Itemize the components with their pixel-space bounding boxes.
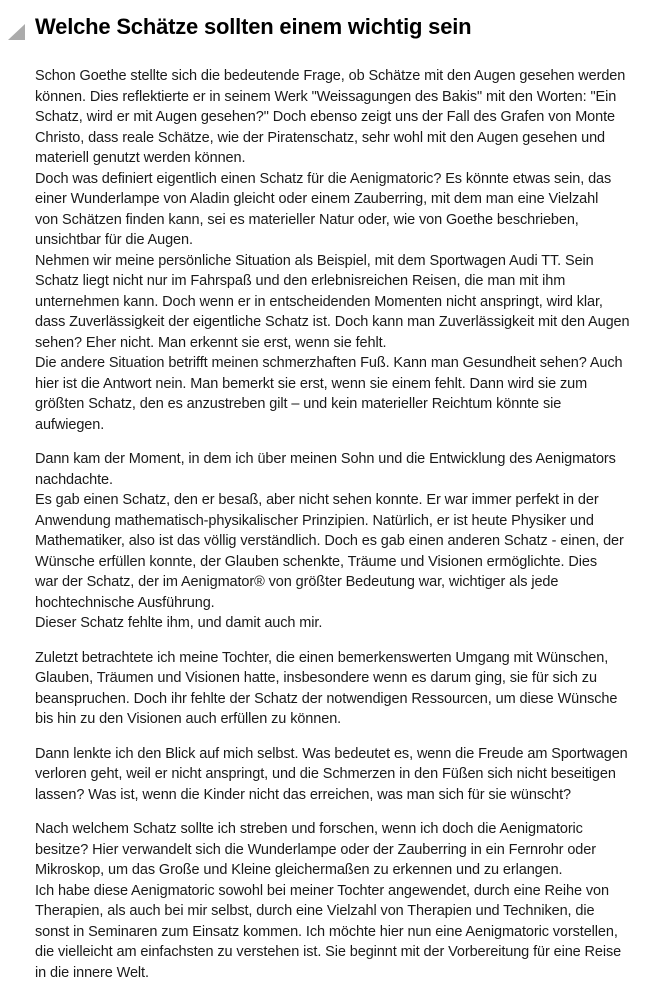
- text-line: die vielleicht am einfachsten zu verstehen ist. Sie beginnt mit der Vorbereitung für eine Reise: [35, 944, 622, 960]
- text-line: einer Wunderlampe von Aladin gleicht oder einem Zauberring, mit dem man eine Vielzahl: [35, 191, 599, 207]
- text-line: Schatz, wird er mit Augen gesehen?" Doch ebenso zeigt uns der Fall des Grafen von Monte: [35, 109, 616, 125]
- text-line: Glauben, Träumen und Visionen hatte, insbesondere wenn es darum ging, sie für sich zu: [35, 670, 597, 686]
- text-line: Mathematiker, also ist das völlig verständlich. Doch es gab einen anderen Schatz - einen, der: [35, 533, 624, 549]
- text-line: Die andere Situation betrifft meinen schmerzhaften Fuß. Kann man Gesundheit sehen? Auch: [35, 355, 623, 371]
- text-line: dass Zuverlässigkeit der eigentliche Schatz ist. Doch kann man Zuverlässigkeit mit den Augen: [35, 314, 630, 330]
- text-line: unternehmen kann. Doch wenn er in entscheidenden Momenten nicht anspringt, wird klar,: [35, 293, 603, 310]
- document-body: [35, 66, 629, 983]
- text-line: hier ist die Antwort nein. Man bemerkt sie erst, wenn sie einem fehlt. Dann wird sie zum: [35, 375, 588, 392]
- paragraph-group: [35, 744, 629, 806]
- text-line: Therapien, als auch bei mir selbst, durch eine Vielzahl von Therapien und Techniken, die: [35, 903, 595, 919]
- text-line: größten Schatz, den es anzustreben gilt – und kein materieller Reichtum könnte sie: [35, 396, 562, 412]
- text-line: nachdachte.: [35, 471, 113, 488]
- text-line: Nehmen wir meine persönliche Situation als Beispiel, mit dem Sportwagen Audi TT. Sein: [35, 252, 594, 269]
- text-line: Dieser Schatz fehlte ihm, und damit auch mir.: [35, 615, 323, 631]
- text-line: besitze? Hier verwandelt sich die Wunderlampe oder der Zauberring in ein Fernrohr oder: [35, 841, 596, 858]
- paragraph-group: [35, 648, 629, 730]
- page-title: Welche Schätze sollten einem wichtig sein: [35, 14, 472, 39]
- text-line: aufwiegen.: [35, 416, 105, 433]
- text-line: in die innere Welt.: [35, 964, 149, 981]
- text-line: Dann lenkte ich den Blick auf mich selbst. Was bedeutet es, wenn die Freude am Sportwagen: [35, 745, 628, 762]
- text-line: Doch was definiert eigentlich einen Schatz für die Aenigmatoric? Es könnte etwas sein, das: [35, 170, 612, 187]
- text-line: Mikroskop, um das Große und Kleine gleichermaßen zu erkennen und zu erlangen.: [35, 862, 563, 878]
- text-line: lassen? Was ist, wenn die Kinder nicht das erreichen, was man sich für sie wünscht?: [35, 786, 571, 803]
- text-line: Anwendung mathematisch-physikalischer Prinzipien. Natürlich, er ist heute Physiker und: [35, 512, 594, 529]
- paragraph-group: [35, 819, 629, 983]
- heading-collapse-triangle-icon[interactable]: [8, 24, 25, 40]
- text-line: Christo, dass reale Schätze, wie der Piratenschatz, sehr wohl mit den Augen gesehen und: [35, 129, 606, 146]
- text-line: bis hin zu den Visionen auch erfüllen zu können.: [35, 711, 342, 727]
- paragraph-group: [35, 449, 629, 634]
- text-line: sonst in Seminaren zum Einsatz kommen. Ich möchte hier nun eine Aenigmatoric vorstellen,: [35, 923, 618, 940]
- text-line: hochtechnische Ausführung.: [35, 594, 215, 611]
- text-line: Zuletzt betrachtete ich meine Tochter, die einen bemerkenswerten Umgang mit Wünschen,: [35, 649, 609, 666]
- text-line: war der Schatz, der im Aenigmator® von größter Bedeutung war, wichtiger als jede: [35, 574, 559, 590]
- text-line: von Schätzen finden kann, sei es materieller Natur oder, wie von Goethe beschrieben,: [35, 211, 579, 228]
- paragraph-group: [35, 66, 629, 435]
- text-line: Dann kam der Moment, in dem ich über meinen Sohn und die Entwicklung des Aenigmators: [35, 451, 616, 467]
- text-line: Nach welchem Schatz sollte ich streben und forschen, wenn ich doch die Aenigmatoric: [35, 821, 583, 837]
- text-line: Ich habe diese Aenigmatoric sowohl bei meiner Tochter angewendet, durch eine Reihe von: [35, 882, 609, 899]
- text-line: können. Dies reflektierte er in seinem Werk "Weissagungen des Bakis" mit den Worten: "Ein: [35, 88, 617, 105]
- text-line: Schatz liegt nicht nur im Fahrspaß und den erlebnisreichen Reisen, die man mit ihm: [35, 273, 566, 289]
- text-line: verloren geht, weil er nicht anspringt, und die Schmerzen in den Füßen sich nicht beseitigen: [35, 766, 616, 782]
- text-line: Es gab einen Schatz, den er besaß, aber nicht sehen konnte. Er war immer perfekt in der: [35, 492, 599, 508]
- text-line: Wünsche erfüllen konnte, der Glauben schenkte, Träume und Visionen ermöglichte. Dies: [35, 553, 597, 570]
- text-line: Schon Goethe stellte sich die bedeutende Frage, ob Schätze mit den Augen gesehen werden: [35, 68, 626, 84]
- text-line: beanspruchen. Doch ihr fehlte der Schatz der notwendigen Ressourcen, um diese Wünsche: [35, 690, 618, 707]
- text-line: materiell genutzt werden können.: [35, 150, 246, 166]
- text-line: sehen? Eher nicht. Man erkennt sie erst, wenn sie fehlt.: [35, 334, 387, 351]
- text-line: unsichtbar für die Augen.: [35, 232, 193, 248]
